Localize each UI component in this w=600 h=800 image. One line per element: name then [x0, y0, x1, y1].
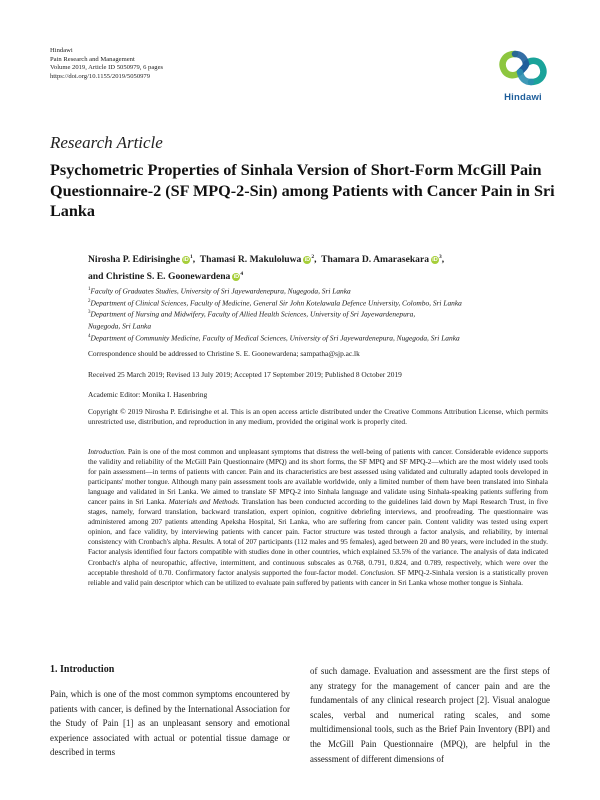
logo-wordmark: Hindawi — [504, 92, 542, 103]
journal-name: Pain Research and Management — [50, 55, 135, 63]
orcid-icon[interactable]: iD — [432, 257, 438, 264]
author-affil-num: 1 — [189, 254, 193, 260]
body-column-right: of such damage. Evaluation and assessment are the first steps of any strategy for the management of cancer pain and are the fundamentals of any clinical research project [2]. Visual analogue scales, verbal and numerical rating scales, and some multidimensional tools, such as the Brief Pain Inventory (BPI) and the McGill Pain Questionnaire (MPQ), are helpful in the assessment of different dimensions of — [310, 666, 550, 764]
article-type: Research Article — [50, 133, 163, 152]
orcid-icon[interactable]: iD — [233, 274, 240, 281]
affiliations — [88, 285, 568, 343]
abstract-conclusion: SF MPQ-2-Sinhala version is a statistically proven reliable and valid pain descriptor which can be utilized to evaluate pain suffered by patients with cancer in Sri Lanka whose mother tongue is Sinhala. — [88, 568, 549, 587]
publication-dates: Received 25 March 2019; Revised 13 July 2019; Accepted 17 September 2019; Published 8 October 2019 — [88, 370, 402, 379]
authors-conjunction: and — [88, 271, 104, 283]
journal-header — [50, 47, 163, 81]
affiliation-text: Nugegoda, Sri Lanka — [88, 321, 152, 331]
correspondence-line: Correspondence should be addressed to Christine S. E. Goonewardena; sampatha@sjp.ac.lk — [88, 349, 360, 358]
abstract-methods-label: Materials and Methods. — [168, 498, 240, 507]
volume-info: Volume 2019, Article ID 5050979, 6 pages — [50, 64, 164, 71]
abstract-results: A total of 207 participants (112 males and 95 females), aged between 20 and 80 years, were included in the study. Factor analysis identified four factors compatible with studies done in other countries, which explained 53.5% of the variance. The analysis of data indicated Cronbach's alpha of neuropathic, affective, intermittent, and continuous subscales as 0.768, 0.791, 0.824, and 0.789, respectively, which were over the acceptable threshold of 0.70. Confirmatory factor analysis supported the four-factor model. — [88, 538, 548, 577]
academic-editor: Academic Editor: Monika I. Hasenbring — [88, 390, 208, 399]
author-name: Thamara D. Amarasekara — [321, 254, 430, 266]
author-name: Thamasi R. Makuloluwa — [199, 254, 302, 266]
section-heading-introduction: 1. Introduction — [50, 664, 115, 675]
publisher-name: Hindawi — [50, 47, 73, 54]
author-affil-num: 3 — [439, 254, 442, 260]
author-affil-num: 2 — [311, 254, 315, 260]
affiliation-num: 1 — [88, 287, 91, 292]
affiliation-num: 2 — [88, 298, 91, 304]
affiliation — [88, 308, 568, 320]
hindawi-logo — [495, 46, 551, 106]
author-list: Nirosha P. Edirisinghe $iD^1$, Thamasi R. Makuloluwa $iD^2$, Thamara D. Amarasekara $iD^3$, and Christine S. E. Goonewardena $iD^4$ — [88, 254, 445, 283]
hindawi-logo-icon — [495, 46, 551, 90]
author-name: Christine S. E. Goonewardena — [105, 271, 231, 283]
copyright-notice: Copyright © 2019 Nirosha P. Edirisinghe et al. This is an open access article distributed under the Creative Commons Attribution License, which permits unrestricted use, distribution, and reproduction in any medium, provided the original work is properly cited. — [88, 407, 548, 427]
author-affil-num: 4 — [240, 271, 244, 278]
affiliation-text: Faculty of Graduates Studies, University of Sri Jayewardenepura, Nugegoda, Sri Lanka — [90, 286, 351, 296]
affiliation — [88, 297, 568, 309]
affiliation-num: 4 — [88, 333, 91, 339]
author-name: Nirosha P. Edirisinghe — [88, 254, 180, 266]
orcid-icon[interactable]: iD — [183, 257, 189, 264]
abstract-intro: Pain is one of the most common and unpleasant symptoms that distress the well-being of patients with cancer. Considerable evidence supports the validity and reliability of the McGill Pain Questionnaire (MPQ) and its short forms, the SF MPQ and SF MPQ-2—which are the most widely used tools for pain assessment—in terms of patients with cancer. Pain and its characteristics are best assessed using validated and culturally adapted tools developed in participants' mother tongue. Although many pain assessment tools are available worldwide, only a limited number of them have been translated into Sinhala language and validated in Sri Lanka. We aimed to translate SF MPQ-2 into Sinhala language and validate using Sinhala-speaking patients suffering from cancer pains in Sri Lanka. — [88, 448, 548, 507]
affiliation-text: Department of Clinical Sciences, Faculty of Medicine, General Sir John Kotelawala Defence University, Colombo, Sri Lanka — [90, 298, 462, 308]
body-column-left: Pain, which is one of the most common symptoms encountered by patients with cancer, is defined by the International Association for the Study of Pain [1] as an unpleasant sensory and emotional experience associated with actual or potential tissue damage or described in terms — [50, 689, 290, 758]
affiliation-text: Department of Community Medicine, Faculty of Medical Sciences, University of Sri Jayewardenepura, Nugegoda, Sri Lanka — [90, 333, 460, 343]
abstract-conclusion-label: Conclusion. — [360, 568, 396, 577]
abstract-intro-label: Introduction. — [88, 448, 126, 456]
article-title: Psychometric Properties of Sinhala Version of Short-Form McGill Pain Questionnaire-2 (SF MPQ-2-Sin) among Patients with Cancer Pain in Sri Lanka — [50, 161, 555, 220]
doi-link[interactable]: https://doi.org/10.1155/2019/5050979 — [50, 72, 151, 80]
affiliation — [88, 285, 568, 297]
affiliation — [88, 320, 568, 332]
affiliation-num: 3 — [88, 310, 91, 316]
affiliation-text: Department of Nursing and Midwifery, Faculty of Allied Health Sciences, University of Sri Jayewardenepura, — [90, 309, 416, 319]
orcid-icon[interactable]: iD — [304, 257, 311, 264]
abstract — [88, 447, 548, 588]
affiliation — [88, 332, 568, 344]
abstract-results-label: Results. — [192, 538, 215, 547]
abstract-methods: Translation has been conducted according to the guidelines laid down by Mapi Research Trust, in five stages, namely, forward translation, backward translation, expert opinion, cognitive debriefing interviews, and proofreading. The questionnaire was administered among 207 patients attending Apeksha Hospital, Sri Lanka, who are suffering from cancer pain. Content validity was tested using expert opinion, and face validity, by interviewing patients with cancer pain. Factor structure was tested through a factor analysis, and reliability, by internal consistency with Cronbach's alpha. — [88, 498, 548, 547]
